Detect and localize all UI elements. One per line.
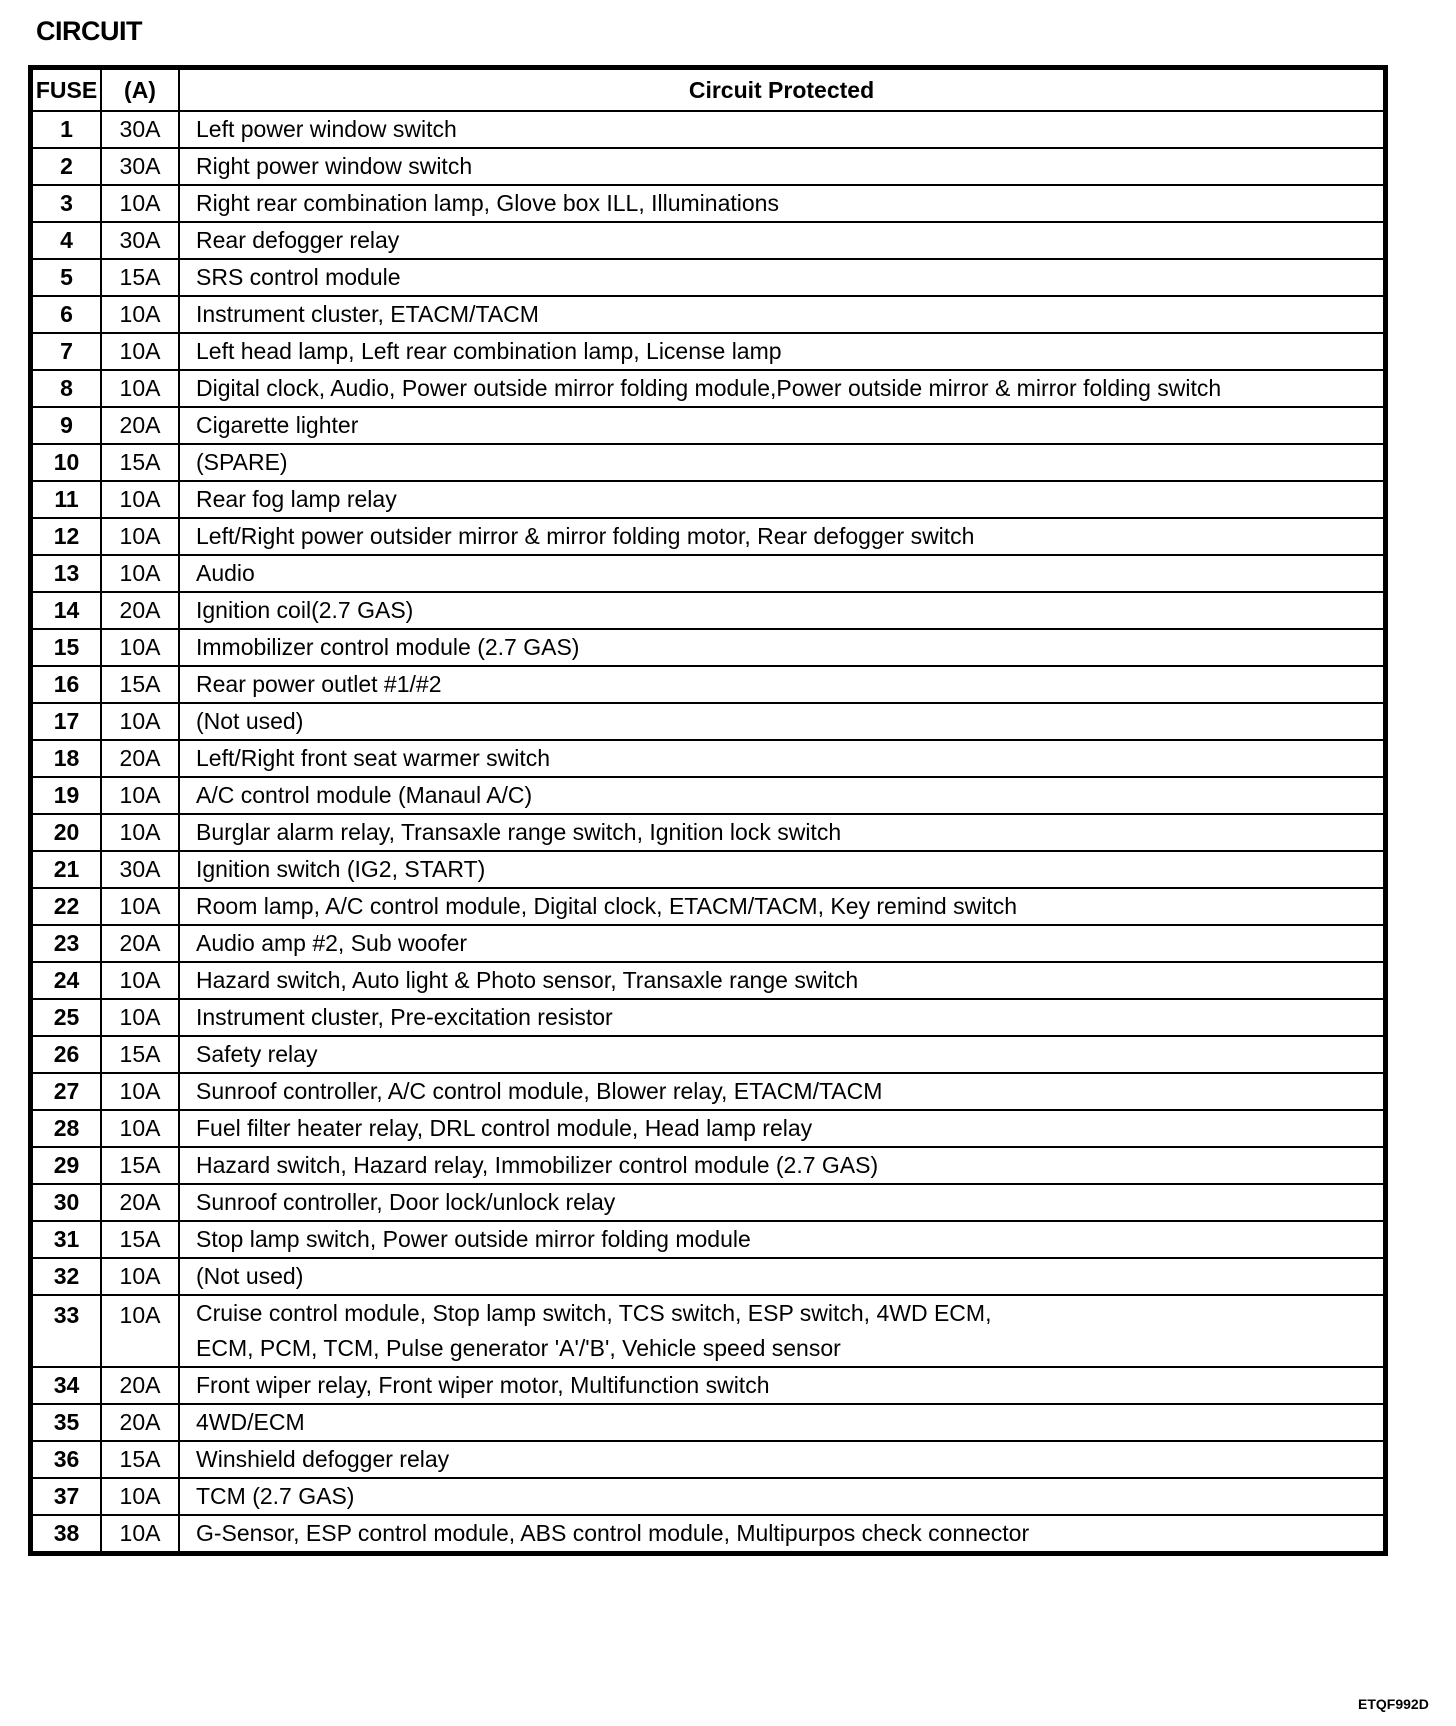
fuse-amperage: 20A — [101, 407, 179, 444]
table-row — [32, 851, 1384, 888]
table-row — [32, 1184, 1384, 1221]
fuse-amperage: 10A — [101, 703, 179, 740]
fuse-amperage: 20A — [101, 592, 179, 629]
circuit-protected — [179, 1147, 1384, 1184]
fuse-amperage: 15A — [101, 1221, 179, 1258]
circuit-line: Cruise control module, Stop lamp switch, TCS switch, ESP switch, 4WD ECM, — [196, 1300, 992, 1326]
figure-code: ETQF992D — [1358, 1696, 1429, 1712]
fuse-number: 11 — [32, 481, 101, 518]
table-row — [32, 1295, 1384, 1367]
fuse-amperage: 10A — [101, 777, 179, 814]
fuse-amperage: 20A — [101, 740, 179, 777]
table-row — [32, 1147, 1384, 1184]
table-row — [32, 1073, 1384, 1110]
circuit-line: Rear defogger relay — [196, 227, 400, 253]
fuse-amperage: 30A — [101, 111, 179, 148]
table-row — [32, 370, 1384, 407]
circuit-line: Cigarette lighter — [196, 412, 359, 438]
table-row — [32, 1036, 1384, 1073]
fuse-number: 8 — [32, 370, 101, 407]
circuit-protected — [179, 1515, 1384, 1552]
circuit-line: Fuel filter heater relay, DRL control module, Head lamp relay — [196, 1115, 813, 1141]
circuit-protected — [179, 111, 1384, 148]
header-fuse: FUSE — [32, 69, 101, 111]
circuit-protected — [179, 1184, 1384, 1221]
circuit-line: Left power window switch — [196, 116, 457, 142]
page-title: CIRCUIT — [36, 16, 142, 46]
fuse-number: 2 — [32, 148, 101, 185]
circuit-line: Hazard switch, Auto light & Photo sensor, Transaxle range switch — [196, 967, 859, 993]
table-row — [32, 185, 1384, 222]
circuit-line: Audio amp #2, Sub woofer — [196, 930, 468, 956]
fuse-number: 22 — [32, 888, 101, 925]
fuse-number: 19 — [32, 777, 101, 814]
circuit-protected — [179, 1478, 1384, 1515]
fuse-number: 3 — [32, 185, 101, 222]
table-row — [32, 925, 1384, 962]
circuit-protected — [179, 851, 1384, 888]
fuse-number: 12 — [32, 518, 101, 555]
table-row — [32, 777, 1384, 814]
circuit-line: Right rear combination lamp, Glove box ILL, Illuminations — [196, 190, 779, 216]
circuit-line: Immobilizer control module (2.7 GAS) — [196, 634, 580, 660]
fuse-amperage: 15A — [101, 1441, 179, 1478]
circuit-protected — [179, 925, 1384, 962]
fuse-amperage: 10A — [101, 1478, 179, 1515]
fuse-amperage: 10A — [101, 1110, 179, 1147]
circuit-protected — [179, 555, 1384, 592]
fuse-amperage: 20A — [101, 1367, 179, 1404]
fuse-amperage: 10A — [101, 481, 179, 518]
circuit-line: TCM (2.7 GAS) — [196, 1483, 355, 1509]
circuit-line: Left head lamp, Left rear combination lamp, License lamp — [196, 338, 782, 364]
table-row — [32, 296, 1384, 333]
table-row — [32, 1221, 1384, 1258]
table-row — [32, 1258, 1384, 1295]
fuse-amperage: 10A — [101, 555, 179, 592]
circuit-line: Instrument cluster, ETACM/TACM — [196, 301, 539, 327]
fuse-number: 23 — [32, 925, 101, 962]
fuse-amperage: 20A — [101, 1404, 179, 1441]
circuit-protected — [179, 703, 1384, 740]
circuit-line: Stop lamp switch, Power outside mirror folding module — [196, 1226, 751, 1252]
fuse-number: 24 — [32, 962, 101, 999]
fuse-amperage: 10A — [101, 1073, 179, 1110]
fuse-amperage: 30A — [101, 222, 179, 259]
table-row — [32, 111, 1384, 148]
circuit-line: Right power window switch — [196, 153, 473, 179]
fuse-number: 33 — [32, 1295, 101, 1367]
fuse-number: 15 — [32, 629, 101, 666]
table-row — [32, 555, 1384, 592]
circuit-line: Rear fog lamp relay — [196, 486, 397, 512]
table-row — [32, 1478, 1384, 1515]
table-row — [32, 740, 1384, 777]
fuse-amperage: 15A — [101, 444, 179, 481]
fuse-number: 13 — [32, 555, 101, 592]
fuse-table-wrapper — [28, 65, 1388, 1556]
fuse-number: 7 — [32, 333, 101, 370]
circuit-protected — [179, 814, 1384, 851]
circuit-protected — [179, 740, 1384, 777]
circuit-protected — [179, 962, 1384, 999]
fuse-number: 20 — [32, 814, 101, 851]
circuit-protected — [179, 1036, 1384, 1073]
fuse-number: 32 — [32, 1258, 101, 1295]
fuse-number: 28 — [32, 1110, 101, 1147]
circuit-line: Hazard switch, Hazard relay, Immobilizer control module (2.7 GAS) — [196, 1152, 879, 1178]
circuit-protected — [179, 1295, 1384, 1367]
circuit-protected — [179, 481, 1384, 518]
circuit-line: Digital clock, Audio, Power outside mirror folding module,Power outside mirror & mirror folding switch — [196, 375, 1222, 401]
fuse-number: 25 — [32, 999, 101, 1036]
fuse-table — [31, 68, 1385, 1553]
circuit-protected — [179, 888, 1384, 925]
fuse-number: 4 — [32, 222, 101, 259]
circuit-protected — [179, 666, 1384, 703]
fuse-amperage: 30A — [101, 148, 179, 185]
circuit-protected — [179, 629, 1384, 666]
table-row — [32, 703, 1384, 740]
circuit-protected — [179, 518, 1384, 555]
fuse-number: 6 — [32, 296, 101, 333]
fuse-number: 16 — [32, 666, 101, 703]
fuse-amperage: 10A — [101, 1258, 179, 1295]
table-row — [32, 962, 1384, 999]
circuit-protected — [179, 999, 1384, 1036]
circuit-line: ECM, PCM, TCM, Pulse generator 'A'/'B', Vehicle speed sensor — [196, 1335, 841, 1361]
fuse-amperage: 10A — [101, 518, 179, 555]
fuse-number: 30 — [32, 1184, 101, 1221]
circuit-protected — [179, 1367, 1384, 1404]
circuit-line: Left/Right power outsider mirror & mirror folding motor, Rear defogger switch — [196, 523, 975, 549]
fuse-amperage: 10A — [101, 629, 179, 666]
fuse-number: 26 — [32, 1036, 101, 1073]
fuse-number: 37 — [32, 1478, 101, 1515]
table-row — [32, 1441, 1384, 1478]
table-row — [32, 259, 1384, 296]
circuit-protected — [179, 222, 1384, 259]
fuse-amperage: 10A — [101, 888, 179, 925]
circuit-line: Burglar alarm relay, Transaxle range switch, Ignition lock switch — [196, 819, 842, 845]
fuse-number: 38 — [32, 1515, 101, 1552]
fuse-number: 27 — [32, 1073, 101, 1110]
table-row — [32, 999, 1384, 1036]
circuit-line: Safety relay — [196, 1041, 318, 1067]
fuse-number: 17 — [32, 703, 101, 740]
table-row — [32, 814, 1384, 851]
circuit-protected — [179, 592, 1384, 629]
fuse-number: 31 — [32, 1221, 101, 1258]
fuse-amperage: 10A — [101, 296, 179, 333]
circuit-line: Audio — [196, 560, 255, 586]
table-row — [32, 148, 1384, 185]
fuse-amperage: 10A — [101, 1515, 179, 1552]
circuit-protected — [179, 296, 1384, 333]
fuse-amperage: 15A — [101, 666, 179, 703]
circuit-line: (SPARE) — [196, 449, 288, 475]
table-row — [32, 518, 1384, 555]
table-row — [32, 222, 1384, 259]
fuse-amperage: 10A — [101, 999, 179, 1036]
circuit-line: Ignition switch (IG2, START) — [196, 856, 486, 882]
fuse-number: 21 — [32, 851, 101, 888]
table-row — [32, 1515, 1384, 1552]
header-circuit-protected: Circuit Protected — [179, 69, 1384, 111]
fuse-number: 1 — [32, 111, 101, 148]
circuit-protected — [179, 1221, 1384, 1258]
circuit-line: Front wiper relay, Front wiper motor, Multifunction switch — [196, 1372, 770, 1398]
fuse-amperage: 10A — [101, 1295, 179, 1367]
table-row — [32, 333, 1384, 370]
fuse-amperage: 10A — [101, 370, 179, 407]
table-row — [32, 1110, 1384, 1147]
circuit-protected — [179, 1404, 1384, 1441]
header-row — [32, 69, 1384, 111]
circuit-line: G-Sensor, ESP control module, ABS control module, Multipurpos check connector — [196, 1520, 1030, 1546]
table-row — [32, 666, 1384, 703]
circuit-line: A/C control module (Manaul A/C) — [196, 782, 533, 808]
fuse-amperage: 10A — [101, 962, 179, 999]
circuit-line: Room lamp, A/C control module, Digital clock, ETACM/TACM, Key remind switch — [196, 893, 1017, 919]
fuse-amperage: 20A — [101, 925, 179, 962]
fuse-amperage: 15A — [101, 1147, 179, 1184]
circuit-protected — [179, 1110, 1384, 1147]
circuit-line: 4WD/ECM — [196, 1409, 305, 1435]
fuse-amperage: 10A — [101, 185, 179, 222]
circuit-protected — [179, 333, 1384, 370]
circuit-protected — [179, 185, 1384, 222]
table-row — [32, 407, 1384, 444]
fuse-number: 18 — [32, 740, 101, 777]
table-row — [32, 481, 1384, 518]
circuit-line: Left/Right front seat warmer switch — [196, 745, 551, 771]
table-row — [32, 629, 1384, 666]
fuse-amperage: 15A — [101, 259, 179, 296]
circuit-protected — [179, 370, 1384, 407]
table-row — [32, 444, 1384, 481]
circuit-protected — [179, 1441, 1384, 1478]
header-amperage: (A) — [101, 69, 179, 111]
fuse-number: 29 — [32, 1147, 101, 1184]
circuit-line: Instrument cluster, Pre-excitation resistor — [196, 1004, 613, 1030]
circuit-protected — [179, 148, 1384, 185]
fuse-amperage: 10A — [101, 814, 179, 851]
circuit-protected — [179, 1258, 1384, 1295]
fuse-amperage: 10A — [101, 333, 179, 370]
fuse-number: 34 — [32, 1367, 101, 1404]
table-row — [32, 1404, 1384, 1441]
fuse-amperage: 15A — [101, 1036, 179, 1073]
fuse-number: 10 — [32, 444, 101, 481]
fuse-number: 14 — [32, 592, 101, 629]
circuit-line: (Not used) — [196, 708, 304, 734]
circuit-line: Sunroof controller, A/C control module, Blower relay, ETACM/TACM — [196, 1078, 883, 1104]
fuse-number: 5 — [32, 259, 101, 296]
fuse-number: 9 — [32, 407, 101, 444]
circuit-line: Sunroof controller, Door lock/unlock relay — [196, 1189, 616, 1215]
fuse-number: 35 — [32, 1404, 101, 1441]
circuit-protected — [179, 407, 1384, 444]
circuit-protected — [179, 259, 1384, 296]
circuit-line: Rear power outlet #1/#2 — [196, 671, 442, 697]
fuse-table-body — [32, 111, 1384, 1552]
circuit-line: Ignition coil(2.7 GAS) — [196, 597, 414, 623]
table-row — [32, 888, 1384, 925]
fuse-amperage: 20A — [101, 1184, 179, 1221]
circuit-line: Winshield defogger relay — [196, 1446, 450, 1472]
fuse-amperage: 30A — [101, 851, 179, 888]
table-row — [32, 592, 1384, 629]
circuit-line: SRS control module — [196, 264, 401, 290]
circuit-protected — [179, 444, 1384, 481]
fuse-number: 36 — [32, 1441, 101, 1478]
circuit-line: (Not used) — [196, 1263, 304, 1289]
circuit-protected — [179, 1073, 1384, 1110]
table-row — [32, 1367, 1384, 1404]
circuit-protected — [179, 777, 1384, 814]
